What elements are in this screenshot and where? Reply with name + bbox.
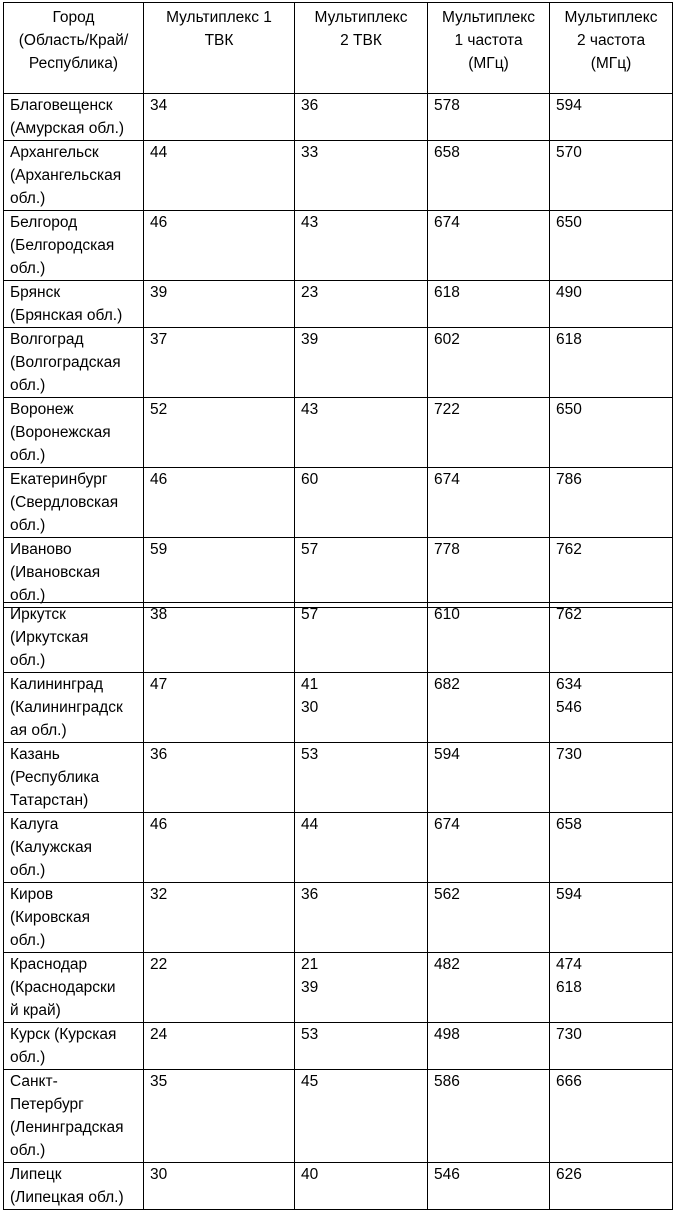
table-row	[4, 468, 673, 538]
cell-text-line: обл.)	[10, 260, 46, 277]
cell-text-line: 39	[150, 284, 168, 301]
cell-text-line: 53	[301, 1026, 319, 1043]
cell-text-line: 36	[301, 97, 319, 114]
table-row	[4, 953, 673, 1023]
cell-text-line: 618	[556, 331, 582, 348]
cell-text-line: 570	[556, 144, 582, 161]
cell-text-line: Липецк	[10, 1166, 62, 1183]
cell-text-line: (Архангельская	[10, 167, 122, 184]
cell-text-line: 36	[150, 746, 168, 763]
cell-text-line: 1 частота	[454, 32, 523, 49]
cell-text-line: (Ивановская	[10, 564, 101, 581]
cell-text-line: 59	[150, 541, 168, 558]
table-row	[4, 211, 673, 281]
mux2-frequency-cell	[550, 1023, 673, 1070]
city-cell	[4, 953, 144, 1023]
cell-text-line: Екатеринбург	[10, 471, 108, 488]
cell-text-line: обл.)	[10, 652, 46, 669]
mux2-channel-cell	[295, 3, 428, 94]
mux2-channel-cell	[295, 1023, 428, 1070]
cell-text-line: 546	[556, 699, 582, 716]
frequency-table-part-2	[3, 602, 673, 1210]
city-cell	[4, 141, 144, 211]
cell-text-line: (Амурская обл.)	[10, 120, 125, 137]
cell-text-line: (МГц)	[590, 55, 632, 72]
cell-text-line: 46	[150, 214, 168, 231]
mux1-frequency-cell	[428, 468, 550, 538]
mux2-frequency-cell	[550, 398, 673, 468]
cell-text-line: обл.)	[10, 1049, 46, 1066]
cell-text-line: 674	[434, 471, 460, 488]
cell-text-line: 32	[150, 886, 168, 903]
table-row	[4, 743, 673, 813]
cell-text-line: (Белгородская	[10, 237, 115, 254]
cell-text-line: 30	[301, 699, 319, 716]
cell-text-line: (Калининградск	[10, 699, 123, 716]
table-row	[4, 673, 673, 743]
city-cell	[4, 883, 144, 953]
mux2-frequency-cell	[550, 883, 673, 953]
mux1-frequency-cell	[428, 538, 550, 608]
cell-text-line: 43	[301, 214, 319, 231]
mux2-frequency-cell	[550, 813, 673, 883]
cell-text-line: Калининград	[10, 676, 104, 693]
cell-text-line: 52	[150, 401, 168, 418]
mux1-channel-cell	[144, 673, 295, 743]
table-row	[4, 1070, 673, 1163]
city-cell	[4, 281, 144, 328]
frequency-table-part-1	[3, 2, 673, 608]
table-row	[4, 883, 673, 953]
cell-text-line: Архангельск	[10, 144, 99, 161]
cell-text-line: 44	[301, 816, 319, 833]
cell-text-line: 39	[301, 331, 319, 348]
mux1-channel-cell	[144, 398, 295, 468]
cell-text-line: Мультиплекс 1	[166, 9, 272, 26]
cell-text-line: 730	[556, 746, 582, 763]
mux1-frequency-cell	[428, 281, 550, 328]
mux1-channel-cell	[144, 813, 295, 883]
mux1-channel-cell	[144, 1023, 295, 1070]
mux2-channel-cell	[295, 141, 428, 211]
mux2-channel-cell	[295, 1070, 428, 1163]
cell-text-line: 60	[301, 471, 319, 488]
table-row	[4, 94, 673, 141]
cell-text-line: 53	[301, 746, 319, 763]
mux2-frequency-cell	[550, 94, 673, 141]
mux2-channel-cell	[295, 883, 428, 953]
cell-text-line: обл.)	[10, 932, 46, 949]
cell-text-line: Петербург	[10, 1096, 84, 1113]
cell-text-line: Мультиплекс	[314, 9, 408, 26]
cell-text-line: Мультиплекс	[564, 9, 658, 26]
mux2-channel-cell	[295, 538, 428, 608]
cell-text-line: (Кировская	[10, 909, 91, 926]
mux1-frequency-cell	[428, 1163, 550, 1210]
mux2-channel-cell	[295, 94, 428, 141]
cell-text-line: обл.)	[10, 447, 46, 464]
mux1-frequency-cell	[428, 673, 550, 743]
table-row	[4, 141, 673, 211]
city-cell	[4, 1070, 144, 1163]
cell-text-line: 474	[556, 956, 582, 973]
cell-text-line: 46	[150, 816, 168, 833]
cell-text-line: 650	[556, 401, 582, 418]
cell-text-line: 594	[556, 97, 582, 114]
cell-text-line: й край)	[10, 1002, 61, 1019]
mux1-frequency-cell	[428, 94, 550, 141]
cell-text-line: ая обл.)	[10, 722, 67, 739]
mux1-channel-cell	[144, 603, 295, 673]
mux2-channel-cell	[295, 603, 428, 673]
mux2-frequency-cell	[550, 328, 673, 398]
mux1-channel-cell	[144, 883, 295, 953]
cell-text-line: 490	[556, 284, 582, 301]
mux2-frequency-cell	[550, 953, 673, 1023]
city-cell	[4, 813, 144, 883]
mux1-frequency-cell	[428, 141, 550, 211]
cell-text-line: 2 частота	[576, 32, 646, 49]
mux2-frequency-cell	[550, 743, 673, 813]
cell-text-line: (Область/Край/	[18, 32, 129, 49]
cell-text-line: Брянск	[10, 284, 61, 301]
cell-text-line: (Иркутская	[10, 629, 89, 646]
cell-text-line: 24	[150, 1026, 168, 1043]
table-row	[4, 603, 673, 673]
cell-text-line: 762	[556, 606, 582, 623]
cell-text-line: 658	[434, 144, 460, 161]
table-row	[4, 281, 673, 328]
city-cell	[4, 743, 144, 813]
mux2-frequency-cell	[550, 468, 673, 538]
city-cell	[4, 603, 144, 673]
cell-text-line: Калуга	[10, 816, 59, 833]
cell-text-line: 618	[434, 284, 460, 301]
mux2-frequency-cell	[550, 603, 673, 673]
city-cell	[4, 538, 144, 608]
mux1-frequency-cell	[428, 398, 550, 468]
mux2-frequency-cell	[550, 1070, 673, 1163]
city-cell	[4, 468, 144, 538]
mux1-channel-cell	[144, 743, 295, 813]
mux1-channel-cell	[144, 953, 295, 1023]
cell-text-line: Республика)	[28, 55, 119, 72]
mux2-channel-cell	[295, 468, 428, 538]
cell-text-line: (Брянская обл.)	[10, 307, 123, 324]
cell-text-line: 57	[301, 541, 319, 558]
table-row	[4, 328, 673, 398]
cell-text-line: Иваново	[10, 541, 72, 558]
mux1-frequency-cell	[428, 3, 550, 94]
mux2-channel-cell	[295, 1163, 428, 1210]
mux2-channel-cell	[295, 211, 428, 281]
mux2-frequency-cell	[550, 3, 673, 94]
mux1-channel-cell	[144, 3, 295, 94]
mux2-frequency-cell	[550, 538, 673, 608]
mux1-frequency-cell	[428, 883, 550, 953]
cell-text-line: Волгоград	[10, 331, 84, 348]
mux2-channel-cell	[295, 673, 428, 743]
cell-text-line: (Ленинградская	[10, 1119, 124, 1136]
cell-text-line: 546	[434, 1166, 460, 1183]
mux2-channel-cell	[295, 281, 428, 328]
table-row	[4, 1163, 673, 1210]
city-cell	[4, 3, 144, 94]
mux1-frequency-cell	[428, 813, 550, 883]
cell-text-line: 21	[301, 956, 319, 973]
cell-text-line: 22	[150, 956, 168, 973]
table-row	[4, 398, 673, 468]
cell-text-line: Казань	[10, 746, 60, 763]
mux1-channel-cell	[144, 1070, 295, 1163]
cell-text-line: Воронеж	[10, 401, 74, 418]
mux1-frequency-cell	[428, 743, 550, 813]
cell-text-line: 39	[301, 979, 319, 996]
cell-text-line: 658	[556, 816, 582, 833]
cell-text-line: 46	[150, 471, 168, 488]
cell-text-line: 562	[434, 886, 460, 903]
cell-text-line: 40	[301, 1166, 319, 1183]
cell-text-line: 762	[556, 541, 582, 558]
cell-text-line: Город	[52, 9, 95, 26]
cell-text-line: 23	[301, 284, 319, 301]
mux2-frequency-cell	[550, 673, 673, 743]
cell-text-line: Белгород	[10, 214, 78, 231]
cell-text-line: 650	[556, 214, 582, 231]
mux2-frequency-cell	[550, 1163, 673, 1210]
city-cell	[4, 94, 144, 141]
cell-text-line: 43	[301, 401, 319, 418]
mux1-frequency-cell	[428, 1070, 550, 1163]
cell-text-line: 674	[434, 816, 460, 833]
mux2-frequency-cell	[550, 141, 673, 211]
cell-text-line: 57	[301, 606, 319, 623]
cell-text-line: 610	[434, 606, 460, 623]
city-cell	[4, 328, 144, 398]
cell-text-line: 626	[556, 1166, 582, 1183]
cell-text-line: 45	[301, 1073, 319, 1090]
cell-text-line: ТВК	[204, 32, 234, 49]
mux1-channel-cell	[144, 141, 295, 211]
cell-text-line: 674	[434, 214, 460, 231]
cell-text-line: (Краснодарски	[10, 979, 116, 996]
cell-text-line: 37	[150, 331, 168, 348]
cell-text-line: Киров	[10, 886, 54, 903]
mux2-channel-cell	[295, 813, 428, 883]
cell-text-line: 634	[556, 676, 582, 693]
cell-text-line: Иркутск	[10, 606, 66, 623]
city-cell	[4, 398, 144, 468]
cell-text-line: 594	[434, 746, 460, 763]
cell-text-line: 602	[434, 331, 460, 348]
cell-text-line: обл.)	[10, 377, 46, 394]
cell-text-line: 498	[434, 1026, 460, 1043]
cell-text-line: Татарстан)	[10, 792, 89, 809]
cell-text-line: 730	[556, 1026, 582, 1043]
mux2-frequency-cell	[550, 211, 673, 281]
mux1-frequency-cell	[428, 328, 550, 398]
mux2-frequency-cell	[550, 281, 673, 328]
cell-text-line: Благовещенск	[10, 97, 113, 114]
cell-text-line: обл.)	[10, 190, 46, 207]
cell-text-line: Санкт-	[10, 1073, 58, 1090]
mux1-channel-cell	[144, 538, 295, 608]
cell-text-line: (МГц)	[468, 55, 509, 72]
cell-text-line: Краснодар	[10, 956, 88, 973]
cell-text-line: (Республика	[10, 769, 100, 786]
cell-text-line: 682	[434, 676, 460, 693]
mux1-channel-cell	[144, 328, 295, 398]
cell-text-line: 41	[301, 676, 319, 693]
cell-text-line: 35	[150, 1073, 168, 1090]
table-row	[4, 1023, 673, 1070]
city-cell	[4, 1163, 144, 1210]
mux1-channel-cell	[144, 211, 295, 281]
cell-text-line: (Свердловская	[10, 494, 119, 511]
cell-text-line: (Липецкая обл.)	[10, 1189, 124, 1206]
cell-text-line: 594	[556, 886, 582, 903]
mux2-channel-cell	[295, 328, 428, 398]
cell-text-line: 482	[434, 956, 460, 973]
mux1-frequency-cell	[428, 1023, 550, 1070]
cell-text-line: 47	[150, 676, 168, 693]
cell-text-line: 30	[150, 1166, 168, 1183]
city-cell	[4, 211, 144, 281]
cell-text-line: Мультиплекс	[442, 9, 535, 26]
mux1-channel-cell	[144, 468, 295, 538]
mux1-frequency-cell	[428, 603, 550, 673]
mux1-frequency-cell	[428, 211, 550, 281]
table-row	[4, 538, 673, 608]
cell-text-line: обл.)	[10, 862, 46, 879]
mux1-channel-cell	[144, 94, 295, 141]
mux2-channel-cell	[295, 953, 428, 1023]
cell-text-line: Курск (Курская	[10, 1026, 117, 1043]
cell-text-line: 666	[556, 1073, 582, 1090]
cell-text-line: 44	[150, 144, 168, 161]
cell-text-line: 618	[556, 979, 582, 996]
cell-text-line: 722	[434, 401, 460, 418]
cell-text-line: 36	[301, 886, 319, 903]
city-cell	[4, 673, 144, 743]
mux1-frequency-cell	[428, 953, 550, 1023]
cell-text-line: 586	[434, 1073, 460, 1090]
cell-text-line: 33	[301, 144, 319, 161]
cell-text-line: 34	[150, 97, 168, 114]
mux1-channel-cell	[144, 281, 295, 328]
city-cell	[4, 1023, 144, 1070]
cell-text-line: (Воронежская	[10, 424, 111, 441]
cell-text-line: 778	[434, 541, 460, 558]
cell-text-line: (Калужская	[10, 839, 93, 856]
cell-text-line: обл.)	[10, 517, 46, 534]
mux1-channel-cell	[144, 1163, 295, 1210]
mux2-channel-cell	[295, 398, 428, 468]
cell-text-line: обл.)	[10, 587, 46, 604]
cell-text-line: обл.)	[10, 1142, 46, 1159]
header-row	[4, 3, 673, 94]
mux2-channel-cell	[295, 743, 428, 813]
cell-text-line: 38	[150, 606, 168, 623]
table-row	[4, 813, 673, 883]
cell-text-line: (Волгоградская	[10, 354, 121, 371]
cell-text-line: 578	[434, 97, 460, 114]
cell-text-line: 786	[556, 471, 582, 488]
cell-text-line: 2 ТВК	[340, 32, 382, 49]
